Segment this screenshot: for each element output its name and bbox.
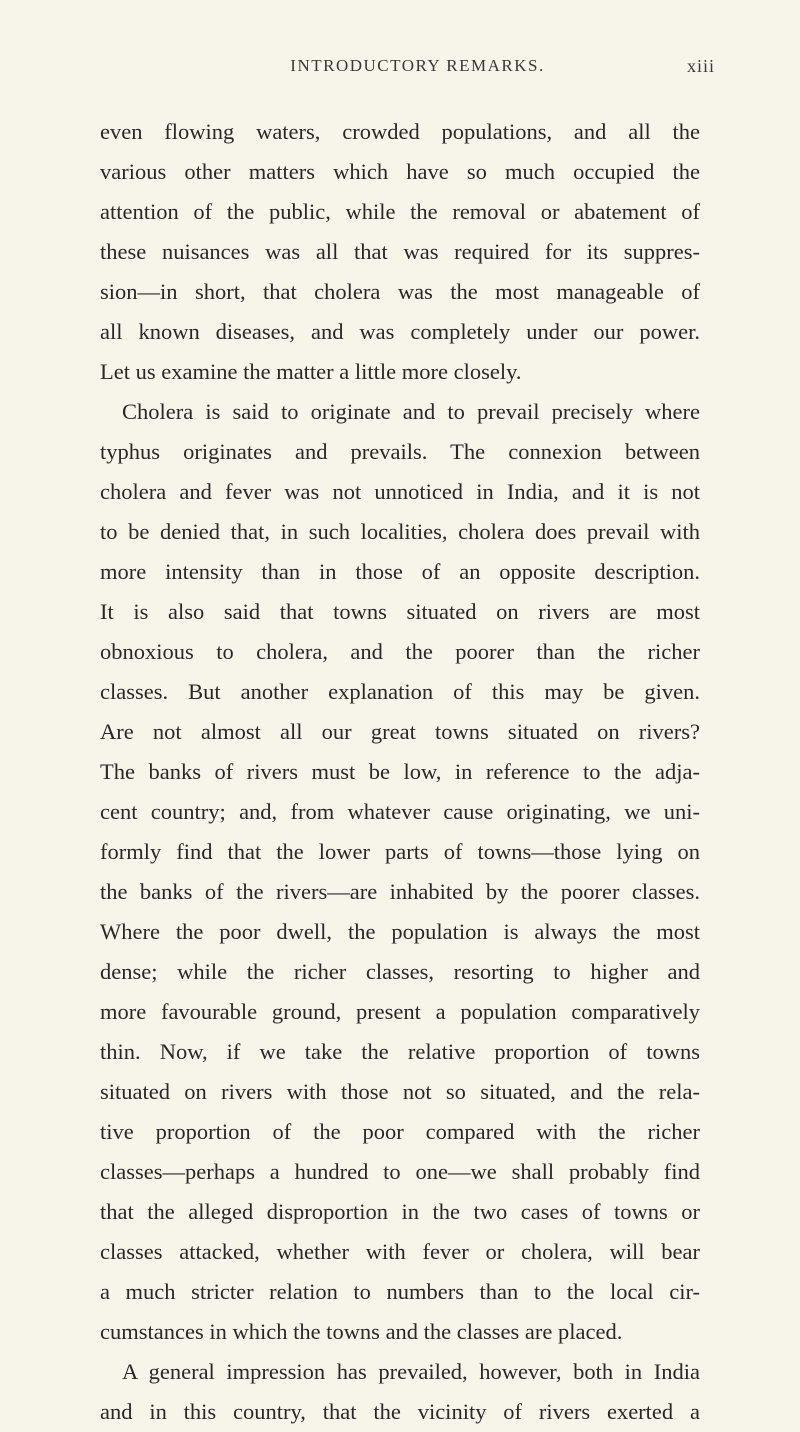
text-line: and in this country, that the vicinity of rivers exerted a [100, 1399, 700, 1424]
text-line: attention of the public, while the removal or abatement of [100, 199, 700, 224]
text-line: situated on rivers with those not so situated, and the rela- [100, 1079, 700, 1104]
text-line: to be denied that, in such localities, cholera does prevail with [100, 519, 700, 544]
text-line: The banks of rivers must be low, in reference to the adja- [100, 759, 700, 784]
text-line: cholera and fever was not unnoticed in India, and it is not [100, 479, 700, 504]
text-line: classes. But another explanation of this may be given. [100, 679, 700, 704]
body-text [100, 112, 700, 1432]
text-line: It is also said that towns situated on rivers are most [100, 599, 700, 624]
text-line: various other matters which have so much occupied the [100, 159, 700, 184]
paragraph-start-line: A general impression has prevailed, however, both in India [122, 1359, 700, 1384]
text-line: Are not almost all our great towns situated on rivers? [100, 719, 700, 744]
text-line: that the alleged disproportion in the two cases of towns or [100, 1199, 700, 1224]
text-line: a much stricter relation to numbers than to the local cir- [100, 1279, 700, 1304]
text-line: obnoxious to cholera, and the poorer than the richer [100, 639, 700, 664]
text-line: Where the poor dwell, the population is always the most [100, 919, 700, 944]
text-line: sion—in short, that cholera was the most manageable of [100, 279, 700, 304]
text-line: thin. Now, if we take the relative proportion of towns [100, 1039, 700, 1064]
text-line: formly find that the lower parts of towns—those lying on [100, 839, 700, 864]
text-line: tive proportion of the poor compared with the richer [100, 1119, 700, 1144]
text-line: classes—perhaps a hundred to one—we shall probably find [100, 1159, 700, 1184]
paragraph-start-line: Cholera is said to originate and to prevail precisely where [122, 399, 700, 424]
text-line: all known diseases, and was completely under our power. [100, 319, 700, 344]
text-line: dense; while the richer classes, resorting to higher and [100, 959, 700, 984]
text-line: even flowing waters, crowded populations, and all the [100, 119, 700, 144]
text-line: classes attacked, whether with fever or cholera, will bear [100, 1239, 700, 1264]
page-number: xiii [686, 56, 715, 76]
text-line: these nuisances was all that was required for its suppres- [100, 239, 700, 264]
running-title: INTRODUCTORY REMARKS. [290, 56, 545, 75]
text-line: cent country; and, from whatever cause originating, we uni- [100, 799, 700, 824]
text-line: the banks of the rivers—are inhabited by the poorer classes. [100, 879, 700, 904]
text-line: typhus originates and prevails. The connexion between [100, 439, 700, 464]
text-line: cumstances in which the towns and the classes are placed. [100, 1319, 623, 1344]
running-head [120, 56, 715, 82]
text-line: Let us examine the matter a little more closely. [100, 359, 522, 384]
text-line: more intensity than in those of an opposite description. [100, 559, 700, 584]
text-line: more favourable ground, present a population comparatively [100, 999, 700, 1024]
